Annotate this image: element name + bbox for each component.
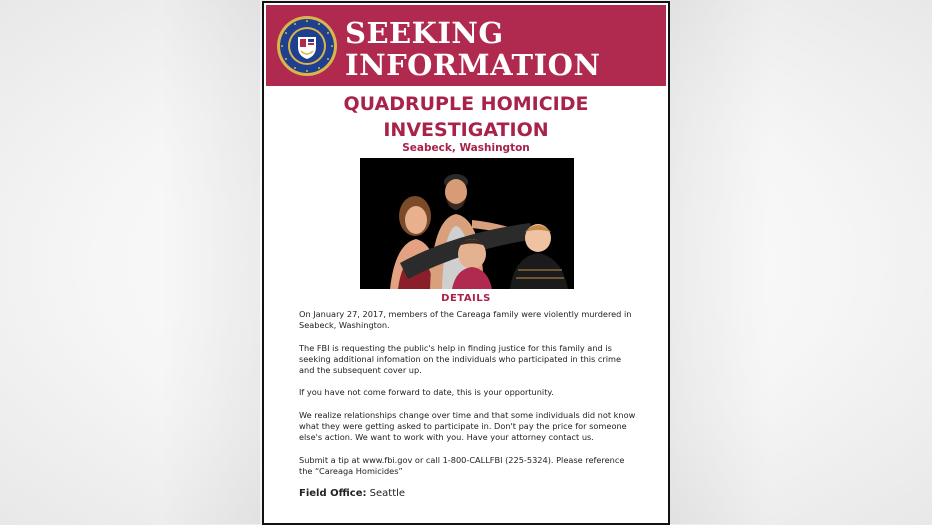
background-shadow-left — [160, 0, 260, 524]
details-heading: DETAILS — [441, 293, 491, 304]
banner-line-2: INFORMATION — [345, 48, 601, 82]
case-location: Seabeck, Washington — [402, 142, 530, 154]
details-paragraph: The FBI is requesting the public's help in finding justice for this family and is seeking additional infomation on the individuals who participated in this crime and the subsequent cover up. — [299, 342, 622, 375]
banner-line-1: SEEKING — [345, 16, 504, 50]
details-paragraph: We realize relationships change over time and that some individuals did not know what they were getting asked to participate in. Don't pay the price for someone else's action. We want to work with you. Have your attorney contact us. — [299, 409, 636, 443]
headline-line-2: INVESTIGATION — [383, 119, 549, 141]
fbi-poster — [262, 1, 670, 525]
details-paragraph: Submit a tip at www.fbi.gov or call 1-800-CALLFBI (225-5324). Please reference the “Careaga Homicides” — [299, 454, 625, 476]
field-office-label: Field Office: — [299, 488, 367, 499]
banner-title — [345, 17, 600, 81]
details-body — [299, 309, 639, 488]
details-paragraph: If you have not come forward to date, this is your opportunity. — [299, 387, 554, 398]
background-shadow-right — [670, 0, 770, 524]
family-photo — [360, 158, 574, 289]
headline-line-1: QUADRUPLE HOMICIDE — [343, 93, 589, 115]
field-office-value: Seattle — [369, 488, 406, 499]
field-office — [299, 488, 405, 499]
title-banner — [266, 5, 666, 86]
family-photo-image — [360, 158, 574, 289]
details-paragraph: On January 27, 2017, members of the Careaga family were violently murdered in Seabeck, Washington. — [299, 309, 632, 331]
fbi-seal-icon — [276, 15, 338, 77]
case-headline — [264, 91, 668, 143]
